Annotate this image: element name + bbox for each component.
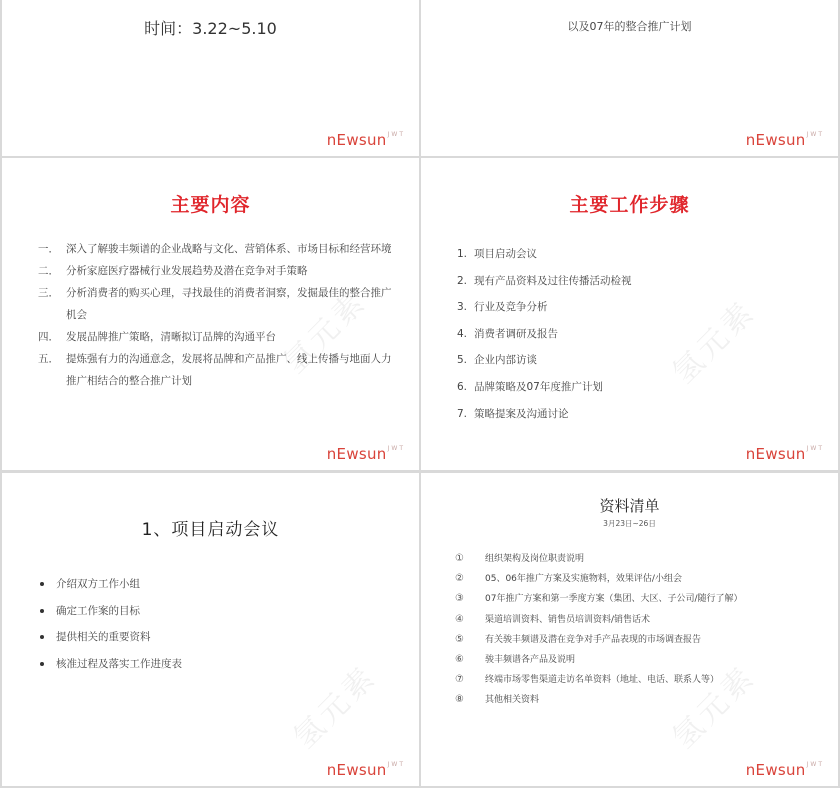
list-item: 五． 提炼强有力的沟通意念，发展将品牌和产品推广、线上传播与地面人力推广相结合的整合推广计划: [38, 353, 392, 387]
list-item: ③ 07年推广方案和第一季度方案（集团、大区、子公司/随行了解）: [455, 593, 743, 605]
document-list: [455, 551, 743, 713]
steps-list: [457, 244, 632, 430]
list-item: ⑤ 有关骏丰频谱及潜在竞争对手产品表现的市场调查报告: [455, 633, 702, 645]
slide-kickoff-meeting[interactable]: [2, 473, 419, 786]
list-item: 6. 品牌策略及07年度推广计划: [457, 380, 603, 393]
newsun-jwt-logo: nEwsun$^{JWT}$: [745, 445, 824, 463]
list-item: 2. 现有产品资料及过往传播活动检视: [457, 274, 632, 287]
list-item: 四． 发展品牌推广策略，清晰拟订品牌的沟通平台: [38, 331, 276, 343]
watermark: 氢元素: [666, 294, 763, 391]
newsun-jwt-logo: nEwsun$^{JWT}$: [326, 445, 405, 463]
list-item: 提供相关的重要资料: [40, 624, 182, 651]
plan-subtitle: 以及07年的整合推广计划: [567, 20, 692, 33]
list-item: ⑧ 其他相关资料: [455, 694, 540, 706]
list-item: ⑦ 终端市场零售渠道走访名单资料（地址、电话、联系人等）: [455, 674, 720, 686]
timeline-text: 时间：3.22~5.10: [144, 19, 277, 38]
watermark: 氢元素: [287, 659, 384, 756]
list-item: 一． 深入了解骏丰频谱的企业战略与文化、营销体系、市场目标和经营环境: [38, 243, 392, 255]
slide-title: 资料清单: [599, 497, 660, 515]
newsun-jwt-logo: nEwsun$^{JWT}$: [326, 761, 405, 779]
list-item: 7. 策略提案及沟通讨论: [457, 407, 569, 420]
list-item: ② 05、06年推广方案及实施物料，效果评估/小组会: [455, 573, 682, 585]
list-item: ① 组织架构及岗位职责说明: [455, 553, 585, 564]
watermark: 氢元素: [277, 284, 374, 381]
newsun-jwt-logo: nEwsun$^{JWT}$: [745, 131, 824, 149]
list-item: 三． 分析消费者的购买心理，寻找最佳的消费者洞察，发掘最佳的整合推广机会: [38, 287, 392, 321]
watermark: 氢元素: [666, 659, 763, 756]
bullet-icon: [40, 609, 44, 613]
list-item: 3. 行业及竞争分析: [457, 301, 548, 314]
slide-title: 1、项目启动会议: [141, 520, 280, 540]
slide-timeline[interactable]: [2, 0, 419, 156]
bullet-icon: [40, 662, 44, 666]
list-item: 4. 消费者调研及报告: [457, 327, 558, 340]
slide-main-content[interactable]: [2, 158, 419, 470]
list-item: 介绍双方工作小组: [40, 571, 182, 598]
bullet-icon: [40, 582, 44, 586]
slide-date: 3月23日~26日: [603, 519, 656, 528]
newsun-jwt-logo: nEwsun$^{JWT}$: [745, 761, 824, 779]
slide-title: 主要工作步骤: [569, 194, 690, 216]
list-item: 二． 分析家庭医疗器械行业发展趋势及潜在竞争对手策略: [38, 265, 308, 277]
list-item: 确定工作案的目标: [40, 598, 182, 625]
slide-plan-subtitle[interactable]: [421, 0, 838, 156]
newsun-jwt-logo: nEwsun$^{JWT}$: [326, 131, 405, 149]
list-item: ⑥ 骏丰频谱各产品及说明: [455, 653, 576, 665]
slide-work-steps[interactable]: [421, 158, 838, 470]
slide-document-list[interactable]: [421, 473, 838, 786]
list-item: ④ 渠道培训资料、销售员培训资料/销售话术: [455, 613, 651, 625]
list-item: 核准过程及落实工作进度表: [40, 651, 182, 678]
list-item: 1. 项目启动会议: [457, 248, 537, 260]
slide-title: 主要内容: [170, 194, 251, 216]
list-item: 5. 企业内部访谈: [457, 354, 537, 367]
bullet-icon: [40, 635, 44, 639]
content-list: [38, 238, 398, 392]
kickoff-list: [40, 571, 182, 677]
